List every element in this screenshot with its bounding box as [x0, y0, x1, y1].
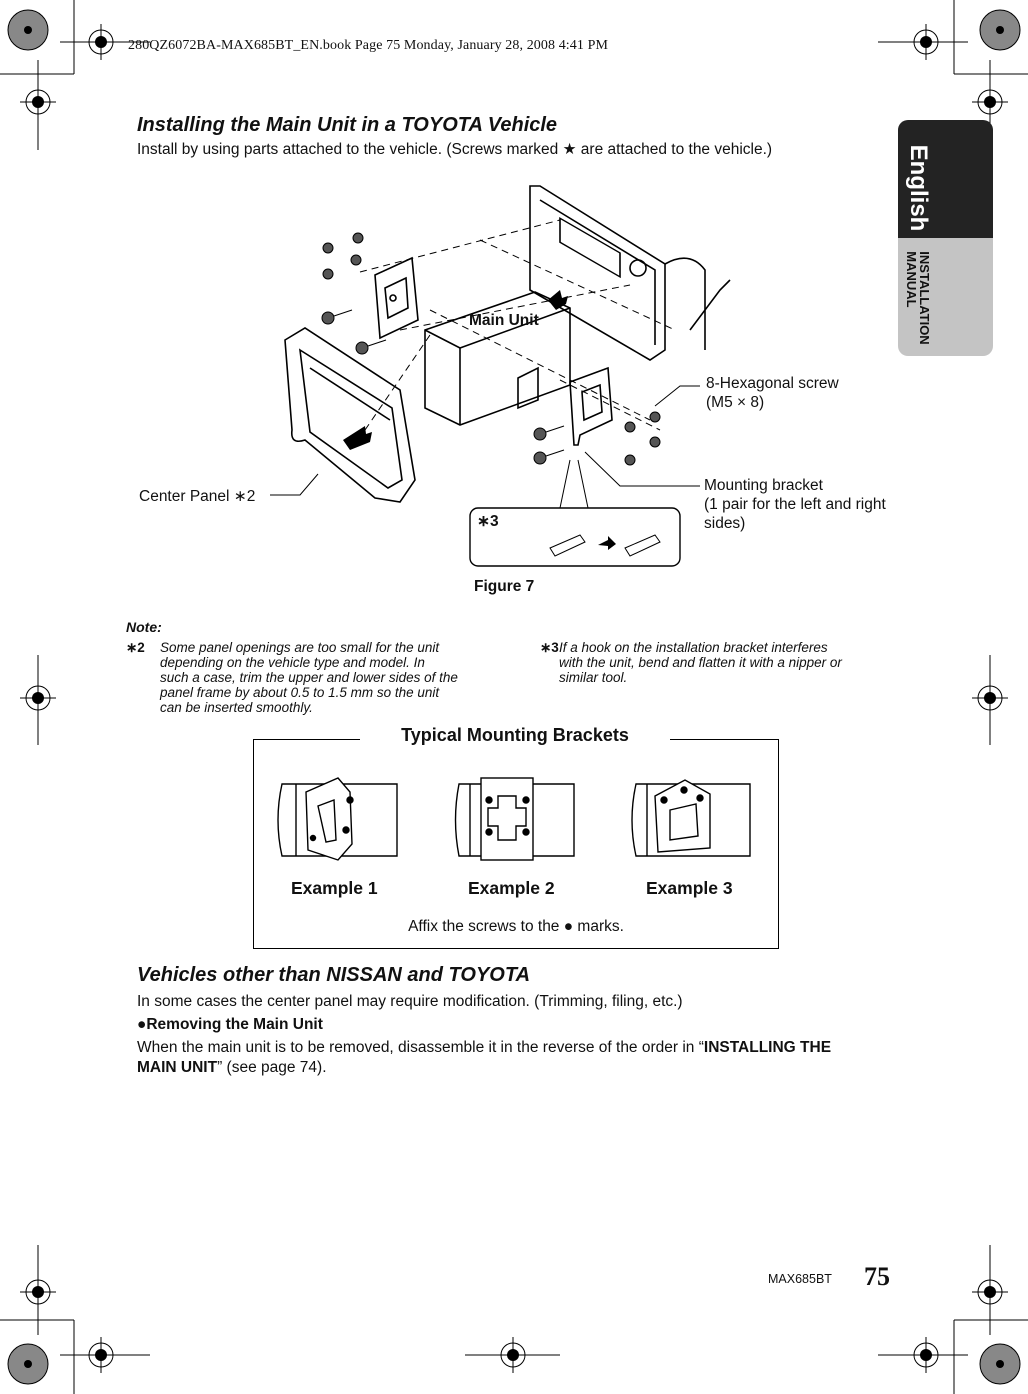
note2-line: can be inserted smoothly.	[160, 700, 313, 715]
note2-text	[160, 640, 505, 715]
section-intro: Install by using parts attached to the vehicle. (Screws marked ★ are attached to the vehicle.)	[137, 141, 773, 158]
removing-text	[137, 1038, 897, 1078]
example2-drawing	[456, 778, 575, 860]
note3-mark	[540, 640, 560, 655]
hook-inset	[470, 508, 680, 566]
note-title: Note:	[126, 619, 162, 635]
removing-line1	[137, 1038, 897, 1058]
note3-text	[559, 640, 899, 685]
screws	[322, 233, 660, 465]
leader-lines	[270, 386, 700, 508]
removing-line2-bold: MAIN UNIT	[137, 1059, 218, 1076]
note3-line: with the unit, bend and flatten it with a nipper or	[559, 655, 842, 670]
bracket-label-line3: sides)	[704, 515, 746, 532]
note2-mark-text: ∗2	[126, 640, 145, 655]
example3-label: Example 3	[646, 878, 733, 898]
left-bracket	[375, 258, 418, 338]
removing-title: ●Removing the Main Unit	[137, 1016, 323, 1033]
example2-label: Example 2	[468, 878, 555, 898]
hook-inset-label: ∗3	[477, 513, 499, 530]
print-info: 280QZ6072BA-MAX685BT_EN.book Page 75 Monday, January 28, 2008 4:41 PM	[128, 38, 609, 53]
affix-note: Affix the screws to the ● marks.	[408, 918, 624, 935]
hex-screw-label-line2: (M5 × 8)	[706, 394, 765, 411]
note2-line: depending on the vehicle type and model. In	[160, 655, 425, 670]
note3-mark-text: ∗3	[540, 640, 559, 655]
section-tab-label-wrap	[898, 246, 938, 350]
center-panel-label: Center Panel ∗2	[139, 488, 256, 505]
note2-line: panel frame by about 0.5 to 1.5 mm so the unit	[160, 685, 440, 700]
language-tab-label-wrap	[900, 140, 936, 236]
language-tab-label: English	[905, 144, 932, 232]
note3-line: If a hook on the installation bracket interferes	[559, 640, 828, 655]
footer-model: MAX685BT	[768, 1272, 832, 1286]
dashboard	[530, 186, 730, 360]
right-bracket	[570, 368, 612, 445]
typical-brackets-illustration	[270, 770, 760, 870]
typical-brackets-title: Typical Mounting Brackets	[360, 725, 670, 746]
removing-line1-prefix: When the main unit is to be removed, disassemble it in the reverse of the order in “	[137, 1039, 704, 1056]
section-title-other: Vehicles other than NISSAN and TOYOTA	[137, 964, 531, 986]
page-number: 75	[864, 1262, 890, 1291]
removing-line2	[137, 1058, 897, 1078]
section-tab-label: INSTALLATION MANUAL	[904, 251, 932, 345]
section2-text: In some cases the center panel may require modification. (Trimming, filing, etc.)	[137, 993, 683, 1010]
hex-screw-label-line1: 8-Hexagonal screw	[706, 375, 839, 392]
removing-line1-bold: INSTALLING THE	[703, 1039, 832, 1056]
bracket-label-line1: Mounting bracket	[704, 477, 823, 494]
note3-line: similar tool.	[559, 670, 628, 685]
note2-line: such a case, trim the upper and lower sides of the	[160, 670, 458, 685]
center-panel-frame	[285, 328, 415, 502]
section-title-toyota: Installing the Main Unit in a TOYOTA Vehicle	[137, 114, 558, 136]
example1-label: Example 1	[291, 878, 378, 898]
example3-drawing	[632, 780, 750, 856]
example1-drawing	[278, 778, 397, 860]
bracket-label-line2: (1 pair for the left and right	[704, 496, 886, 513]
figure7-caption: Figure 7	[474, 578, 535, 595]
note2-line: Some panel openings are too small for the unit	[160, 640, 440, 655]
removing-line2-suffix: ” (see page 74).	[217, 1059, 327, 1076]
main-unit-label: Main Unit	[469, 312, 539, 329]
note2-mark	[126, 640, 156, 655]
